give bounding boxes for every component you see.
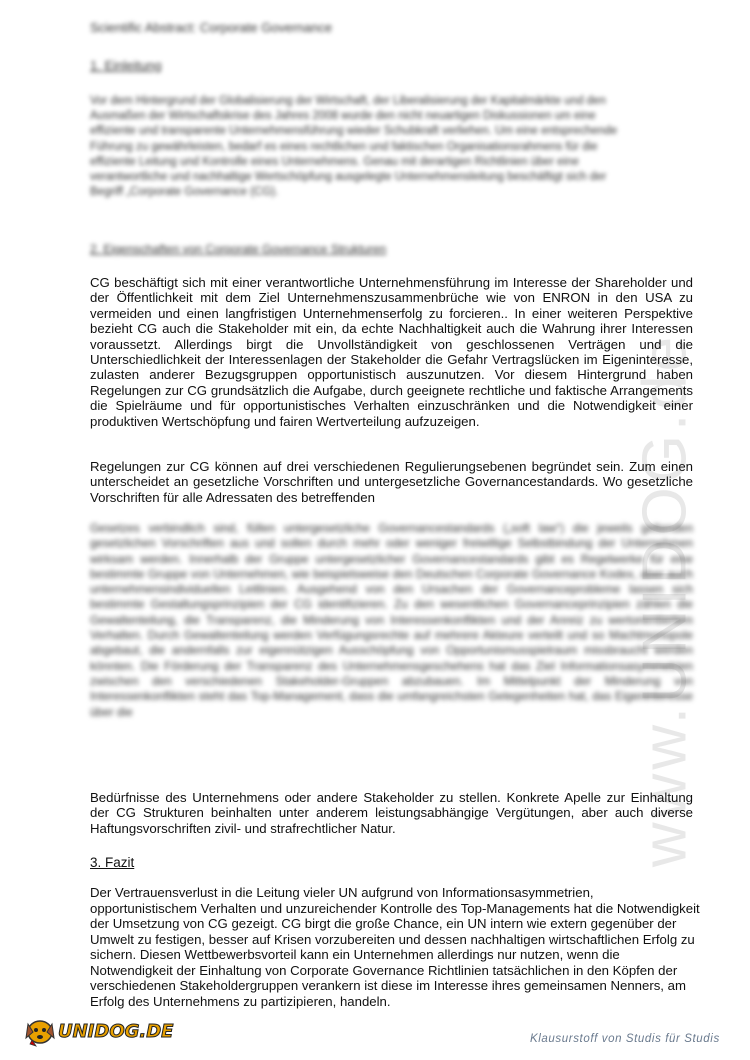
dog-icon — [22, 1012, 58, 1048]
introduction-text: Vor dem Hintergrund der Globalisierung der Wirtschaft, der Liberalisierung der Kapitalmärkte und den Ausmaßen der Wirtschaftskrise des Jahres 2008 wurde den nicht neuartigen Diskussionen um eine effiziente und transparente Unternehmensführung wieder Schubkraft verliehen. Um eine entsprechende Führung zu gewährleisten, bedarf es eines rechtlichen und faktischen Organisationsrahmens für die effiziente Leitung und Kontrolle eines Unternehmens. Genau mit derartigen Richtlinien über eine verantwortliche und nachhaltige Wertschöpfung ausgelegte Unternehmensleitung beschäftigt sich der Begriff „Corporate Governance (CG). — [90, 95, 618, 199]
watermark: www.UNIDOG.de — [630, 332, 700, 868]
unidog-logo[interactable] — [22, 1012, 174, 1048]
paragraph-needs: Bedürfnisse des Unternehmens oder andere Stakeholder zu stellen. Konkrete Apelle zur Einhaltung der CG Strukturen beinhalten unter anderem leistungsabhängige Vergütungen, aber auch diverse Haftungsvorschriften zivil- und strafrechtlicher Natur. — [90, 790, 693, 836]
paragraph-regulation-levels: Regelungen zur CG können auf drei verschiedenen Regulierungsebenen begründet sein. Zum einen unterscheidet an gesetzliche Vorschriften und untergesetzliche Governancestandards. Wo gesetzliche Vorschriften für alle Adressaten des betreffenden — [90, 459, 693, 505]
conclusion-text: Der Vertrauensverlust in die Leitung vieler UN aufgrund von Informationsasymmetrien, opportunistischem Verhalten und unzureichender Kontrolle des Top-Managements hat die Notwendigkeit der Umsetzung von CG gezeigt. CG birgt die große Chance, ein UN intern wie extern gegenüber der Umwelt zu festigen, besser auf Krisen vorzubereiten und dessen nachhaltigen wirtschaftlichen Erfolg zu sichern. Diesen Wettbewerbsvorteil kann ein Unternehmen allerdings nur nutzen, wenn die Notwendigkeit der Einhaltung von Corporate Governance Richtlinien tatsächlichen in den Köpfen der verschiedenen Stakeholdergruppen verankern ist diese im Interesse ihres gemeinsamen Nenners, am Erfolg des Unternehmens zu partizipieren, handeln. — [90, 885, 700, 1009]
document-title: Scientific Abstract: Corporate Governance — [90, 20, 333, 35]
section-heading-properties: 2. Eigenschaften von Corporate Governance Strukturen — [90, 242, 387, 256]
paragraph-cg-responsibility: CG beschäftigt sich mit einer verantwortliche Unternehmensführung im Interesse der Shareholder und der Öffentlichkeit mit dem Ziel Unternehmenszusammenbrüche wie von ENRON in den USA zu vermeiden und einen langfristigen Unternehmenserfolg zu forcieren.. In einer weiteren Perspektive bezieht CG auch die Stakeholder mit ein, da echte Nachhaltigkeit auch die Wahrung ihrer Interessen voraussetzt. Allerdings birgt die Unvollständigkeit von geschlossenen Verträgen und die Unterschiedlichkeit der Interessenlagen der Stakeholder die Gefahr Vertragslücken im Eigeninteresse, zulasten anderer Bezugsgruppen opportunistisch auszunutzen. Vor diesem Hintergrund haben Regelungen zur CG grundsätzlich die Aufgabe, durch geeignete rechtliche und faktische Arrangements die Spielräume und für opportunistisches Verhalten einzuschränken und die Notwendigkeit einer produktiven Wertschöpfung und fairen Wertverteilung aufzuzeigen. — [90, 275, 693, 429]
footer-tagline: Klausurstoff von Studis für Studis — [530, 1033, 720, 1045]
section-heading-conclusion: 3. Fazit — [90, 855, 135, 870]
blurred-paragraph: Gesetzes verbindlich sind, füllen untergesetzliche Governancestandards („soft law“) die jeweils geltenden gesetzlichen Vorschriften aus und sollen durch mehr oder weniger freiwillige Selbstbindung der Unternehmen wirksam werden. Innerhalb der Gruppe untergesetzlicher Governancestandards gibt es Regelwerke für eine bestimmte Gruppe von Unternehmen, wie beispielsweise den Deutschen Corporate Governance Kodex, aber auch unternehmensindividuellen Leitlinien. Ausgehend von den Ursachen der Governanceprobleme lassen sich bestimmte Gestaltungsprinzipien der CG identifizieren. Zu den wesentlichen Governanceprinzipien zählen die Gewaltenteilung, die Transparenz, die Minderung von Interessenkonflikten und der Anreiz zu wertorientiertem Verhalten. Durch Gewaltenteilung werden Verfügungsrechte auf mehrere Akteure verteilt und so Machtmonopole abgebaut, die andernfalls zur eigennützigen Ausschöpfung von Opportunismusspielraum missbraucht werden könnten. Die Förderung der Transparenz des Unternehmensgeschehens hat das Ziel Informationsasymmetrien zwischen den verschiedenen Stakeholder-Gruppen abzubauen. Im Mittelpunkt der Minderung von Interessenkonflikten steht das Top-Management, dass die umfangreichsten Gelegenheiten hat, das Eigeninteresse über die — [90, 521, 693, 719]
logo-text: UNIDOG.DE — [58, 1021, 174, 1042]
section-heading-introduction: 1. Einleitung — [90, 58, 162, 73]
